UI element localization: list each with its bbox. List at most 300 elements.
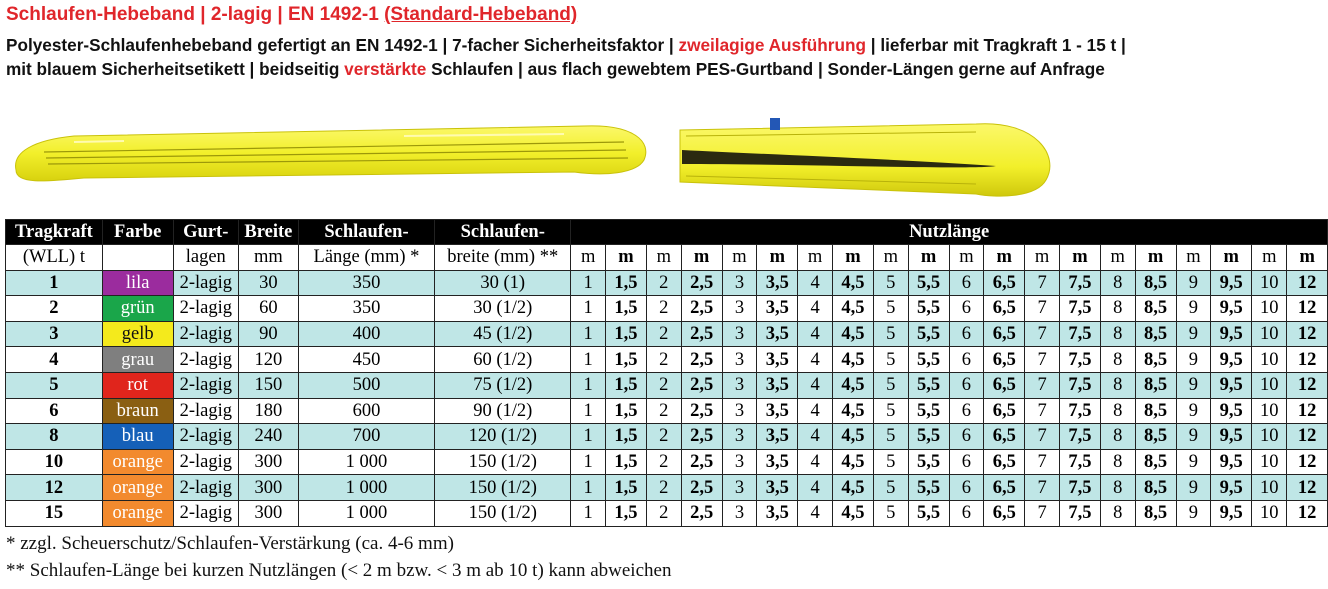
cell-farbe: grau [102,347,173,373]
cell-nutzlaenge: 10 [1252,424,1287,450]
cell-farbe: braun [102,398,173,424]
unit-m-header: m [757,245,798,271]
cell-nutzlaenge: 8 [1100,398,1135,424]
cell-nutzlaenge: 7 [1025,449,1060,475]
cell-nutzlaenge: 8 [1100,500,1135,526]
cell-nutzlaenge: 12 [1287,449,1328,475]
cell-nutzlaenge: 10 [1252,270,1287,296]
subheader-mm: mm [239,245,299,271]
cell-farbe: orange [102,475,173,501]
cell-nutzlaenge: 4 [798,296,833,322]
cell-schlaufen-breite: 30 (1/2) [435,296,571,322]
cell-schlaufen-laenge: 350 [298,270,434,296]
unit-m-header: m [1100,245,1135,271]
table-row [6,296,1328,322]
cell-nutzlaenge: 3,5 [757,347,798,373]
cell-nutzlaenge: 4,5 [832,296,873,322]
cell-nutzlaenge: 3 [722,500,757,526]
cell-nutzlaenge: 3 [722,321,757,347]
cell-nutzlaenge: 1,5 [605,270,646,296]
cell-nutzlaenge: 10 [1252,347,1287,373]
title-main: Schlaufen-Hebeband | 2-lagig | EN 1492-1 [6,4,385,25]
cell-nutzlaenge: 6,5 [984,500,1025,526]
cell-nutzlaenge: 7,5 [1059,296,1100,322]
cell-nutzlaenge: 2 [646,347,681,373]
cell-nutzlaenge: 3,5 [757,475,798,501]
col-header-schlaufen-laenge: Schlaufen- [298,220,434,245]
cell-farbe: orange [102,500,173,526]
cell-nutzlaenge: 7,5 [1059,449,1100,475]
cell-nutzlaenge: 5 [873,500,908,526]
cell-gurtlagen: 2-lagig [173,321,239,347]
cell-tragkraft: 1 [6,270,103,296]
col-header-tragkraft: Tragkraft [6,220,103,245]
cell-nutzlaenge: 5 [873,475,908,501]
subheader-laenge-mm: Länge (mm) * [298,245,434,271]
cell-nutzlaenge: 8,5 [1135,372,1176,398]
cell-schlaufen-breite: 75 (1/2) [435,372,571,398]
yellow-sling-loop-photo [676,106,1058,201]
cell-nutzlaenge: 3,5 [757,372,798,398]
cell-breite: 180 [239,398,299,424]
spec-table [5,219,1328,527]
subheader-lagen: lagen [173,245,239,271]
cell-nutzlaenge: 7 [1025,347,1060,373]
cell-farbe: gelb [102,321,173,347]
cell-breite: 150 [239,372,299,398]
cell-tragkraft: 10 [6,449,103,475]
cell-gurtlagen: 2-lagig [173,449,239,475]
cell-nutzlaenge: 5,5 [908,372,949,398]
cell-nutzlaenge: 7,5 [1059,398,1100,424]
cell-schlaufen-laenge: 600 [298,398,434,424]
cell-nutzlaenge: 8 [1100,296,1135,322]
cell-nutzlaenge: 6,5 [984,449,1025,475]
cell-nutzlaenge: 5 [873,424,908,450]
cell-tragkraft: 6 [6,398,103,424]
cell-nutzlaenge: 9,5 [1211,500,1252,526]
cell-nutzlaenge: 5 [873,347,908,373]
unit-m-header: m [1176,245,1211,271]
cell-tragkraft: 2 [6,296,103,322]
cell-nutzlaenge: 5 [873,449,908,475]
table-row [6,449,1328,475]
cell-nutzlaenge: 12 [1287,347,1328,373]
cell-nutzlaenge: 1,5 [605,424,646,450]
cell-nutzlaenge: 4 [798,500,833,526]
cell-schlaufen-breite: 90 (1/2) [435,398,571,424]
cell-nutzlaenge: 6,5 [984,398,1025,424]
cell-nutzlaenge: 1 [571,475,606,501]
cell-nutzlaenge: 3 [722,475,757,501]
col-header-breite: Breite [239,220,299,245]
cell-schlaufen-breite: 120 (1/2) [435,424,571,450]
cell-breite: 120 [239,347,299,373]
cell-nutzlaenge: 3,5 [757,321,798,347]
cell-tragkraft: 12 [6,475,103,501]
cell-nutzlaenge: 3 [722,270,757,296]
cell-nutzlaenge: 2 [646,424,681,450]
cell-nutzlaenge: 12 [1287,398,1328,424]
cell-gurtlagen: 2-lagig [173,372,239,398]
cell-schlaufen-laenge: 700 [298,424,434,450]
cell-nutzlaenge: 5 [873,372,908,398]
cell-nutzlaenge: 1 [571,500,606,526]
desc-text: | lieferbar mit Tragkraft 1 - 15 t | [865,35,1126,55]
cell-nutzlaenge: 8,5 [1135,398,1176,424]
cell-nutzlaenge: 1 [571,321,606,347]
cell-nutzlaenge: 9,5 [1211,398,1252,424]
desc-text: Schlaufen | aus flach gewebtem PES-Gurtband | Sonder-Längen gerne auf Anfrage [426,59,1105,79]
cell-nutzlaenge: 7,5 [1059,500,1100,526]
cell-nutzlaenge: 2 [646,449,681,475]
unit-m-header: m [1211,245,1252,271]
cell-nutzlaenge: 8 [1100,270,1135,296]
desc-text: Polyester-Schlaufenhebeband gefertigt an EN 1492-1 | 7-facher Sicherheitsfaktor | [6,35,679,55]
cell-nutzlaenge: 7 [1025,424,1060,450]
cell-nutzlaenge: 1,5 [605,398,646,424]
subheader-wll: (WLL) t [6,245,103,271]
cell-nutzlaenge: 10 [1252,475,1287,501]
cell-nutzlaenge: 12 [1287,424,1328,450]
cell-nutzlaenge: 12 [1287,500,1328,526]
cell-nutzlaenge: 4 [798,475,833,501]
cell-tragkraft: 15 [6,500,103,526]
cell-schlaufen-breite: 45 (1/2) [435,321,571,347]
cell-nutzlaenge: 3 [722,449,757,475]
desc-text: mit blauem Sicherheitsetikett | beidseitig [6,59,345,79]
table-header-row-1 [6,220,1328,245]
cell-nutzlaenge: 6 [949,372,984,398]
cell-schlaufen-breite: 150 (1/2) [435,475,571,501]
cell-breite: 30 [239,270,299,296]
cell-tragkraft: 4 [6,347,103,373]
table-row [6,372,1328,398]
cell-nutzlaenge: 2,5 [681,270,722,296]
desc-highlight: verstärkte [344,59,427,79]
cell-nutzlaenge: 4,5 [832,449,873,475]
cell-nutzlaenge: 6,5 [984,296,1025,322]
cell-nutzlaenge: 10 [1252,296,1287,322]
cell-nutzlaenge: 4,5 [832,424,873,450]
unit-m-header: m [798,245,833,271]
cell-nutzlaenge: 7,5 [1059,270,1100,296]
table-row [6,398,1328,424]
cell-nutzlaenge: 3,5 [757,449,798,475]
cell-nutzlaenge: 4,5 [832,398,873,424]
cell-nutzlaenge: 2 [646,372,681,398]
cell-nutzlaenge: 9 [1176,424,1211,450]
cell-nutzlaenge: 8,5 [1135,500,1176,526]
cell-nutzlaenge: 4 [798,449,833,475]
cell-nutzlaenge: 12 [1287,475,1328,501]
cell-gurtlagen: 2-lagig [173,270,239,296]
cell-nutzlaenge: 5,5 [908,449,949,475]
cell-nutzlaenge: 5 [873,270,908,296]
cell-nutzlaenge: 9,5 [1211,475,1252,501]
unit-m-header: m [646,245,681,271]
cell-nutzlaenge: 9,5 [1211,449,1252,475]
cell-gurtlagen: 2-lagig [173,475,239,501]
cell-nutzlaenge: 5,5 [908,347,949,373]
cell-nutzlaenge: 2,5 [681,372,722,398]
cell-nutzlaenge: 6 [949,296,984,322]
cell-schlaufen-laenge: 450 [298,347,434,373]
cell-nutzlaenge: 8 [1100,321,1135,347]
cell-nutzlaenge: 5,5 [908,321,949,347]
cell-nutzlaenge: 6,5 [984,372,1025,398]
cell-nutzlaenge: 9,5 [1211,321,1252,347]
cell-nutzlaenge: 8,5 [1135,449,1176,475]
cell-nutzlaenge: 4,5 [832,270,873,296]
cell-nutzlaenge: 5 [873,398,908,424]
cell-nutzlaenge: 10 [1252,500,1287,526]
cell-nutzlaenge: 9,5 [1211,270,1252,296]
cell-nutzlaenge: 7,5 [1059,372,1100,398]
cell-nutzlaenge: 1 [571,347,606,373]
table-row [6,475,1328,501]
cell-gurtlagen: 2-lagig [173,398,239,424]
cell-nutzlaenge: 2 [646,270,681,296]
cell-nutzlaenge: 6 [949,424,984,450]
cell-nutzlaenge: 4 [798,270,833,296]
cell-nutzlaenge: 9 [1176,270,1211,296]
cell-farbe: orange [102,449,173,475]
unit-m-header: m [1252,245,1287,271]
cell-nutzlaenge: 7 [1025,321,1060,347]
cell-nutzlaenge: 10 [1252,398,1287,424]
cell-nutzlaenge: 8,5 [1135,424,1176,450]
cell-tragkraft: 3 [6,321,103,347]
cell-nutzlaenge: 6,5 [984,347,1025,373]
cell-nutzlaenge: 3 [722,296,757,322]
cell-nutzlaenge: 3,5 [757,398,798,424]
cell-nutzlaenge: 7 [1025,270,1060,296]
cell-nutzlaenge: 2,5 [681,500,722,526]
cell-nutzlaenge: 6 [949,449,984,475]
cell-tragkraft: 5 [6,372,103,398]
cell-nutzlaenge: 1 [571,449,606,475]
page-title [6,4,577,26]
cell-schlaufen-breite: 30 (1) [435,270,571,296]
footnote-2: ** Schlaufen-Länge bei kurzen Nutzlängen (< 2 m bzw. < 3 m ab 10 t) kann abweichen [6,560,672,581]
cell-nutzlaenge: 1,5 [605,321,646,347]
cell-nutzlaenge: 2,5 [681,475,722,501]
col-header-nutzlaenge: Nutzlänge [571,220,1328,245]
table-row [6,270,1328,296]
cell-nutzlaenge: 4 [798,321,833,347]
cell-nutzlaenge: 9,5 [1211,372,1252,398]
cell-breite: 300 [239,449,299,475]
cell-gurtlagen: 2-lagig [173,347,239,373]
cell-nutzlaenge: 4,5 [832,321,873,347]
cell-nutzlaenge: 9 [1176,500,1211,526]
cell-farbe: blau [102,424,173,450]
cell-nutzlaenge: 5,5 [908,475,949,501]
cell-nutzlaenge: 5 [873,296,908,322]
cell-nutzlaenge: 1,5 [605,449,646,475]
unit-m-header: m [1025,245,1060,271]
cell-nutzlaenge: 12 [1287,270,1328,296]
description-line-2 [6,59,1105,80]
table-row [6,500,1328,526]
cell-nutzlaenge: 1 [571,398,606,424]
unit-m-header: m [681,245,722,271]
cell-nutzlaenge: 6 [949,398,984,424]
cell-nutzlaenge: 4 [798,424,833,450]
cell-gurtlagen: 2-lagig [173,296,239,322]
cell-nutzlaenge: 5,5 [908,500,949,526]
cell-nutzlaenge: 2,5 [681,424,722,450]
cell-nutzlaenge: 1,5 [605,296,646,322]
cell-breite: 300 [239,475,299,501]
cell-nutzlaenge: 2 [646,475,681,501]
cell-nutzlaenge: 8,5 [1135,321,1176,347]
footnote-1: * zzgl. Scheuerschutz/Schlaufen-Verstärkung (ca. 4-6 mm) [6,533,454,554]
cell-nutzlaenge: 7,5 [1059,475,1100,501]
cell-nutzlaenge: 3,5 [757,500,798,526]
cell-nutzlaenge: 5 [873,321,908,347]
cell-breite: 240 [239,424,299,450]
cell-schlaufen-laenge: 350 [298,296,434,322]
cell-nutzlaenge: 8 [1100,347,1135,373]
cell-nutzlaenge: 4,5 [832,500,873,526]
cell-nutzlaenge: 6,5 [984,475,1025,501]
cell-nutzlaenge: 7 [1025,398,1060,424]
yellow-flat-sling-photo [4,112,654,192]
table-row [6,424,1328,450]
cell-breite: 90 [239,321,299,347]
cell-schlaufen-breite: 150 (1/2) [435,449,571,475]
unit-m-header: m [984,245,1025,271]
cell-nutzlaenge: 3 [722,372,757,398]
description-line-1 [6,35,1126,56]
cell-nutzlaenge: 3 [722,398,757,424]
cell-schlaufen-laenge: 1 000 [298,475,434,501]
subheader-empty [102,245,173,271]
cell-nutzlaenge: 7,5 [1059,347,1100,373]
cell-nutzlaenge: 2 [646,398,681,424]
cell-nutzlaenge: 1,5 [605,475,646,501]
col-header-farbe: Farbe [102,220,173,245]
cell-nutzlaenge: 1 [571,270,606,296]
cell-nutzlaenge: 9 [1176,321,1211,347]
cell-nutzlaenge: 8,5 [1135,296,1176,322]
unit-m-header: m [1135,245,1176,271]
cell-nutzlaenge: 9 [1176,296,1211,322]
cell-nutzlaenge: 5,5 [908,424,949,450]
cell-nutzlaenge: 7,5 [1059,321,1100,347]
cell-nutzlaenge: 9,5 [1211,296,1252,322]
cell-nutzlaenge: 2,5 [681,398,722,424]
cell-schlaufen-laenge: 1 000 [298,449,434,475]
cell-nutzlaenge: 1,5 [605,347,646,373]
cell-nutzlaenge: 5,5 [908,398,949,424]
cell-nutzlaenge: 9,5 [1211,347,1252,373]
cell-nutzlaenge: 1,5 [605,500,646,526]
cell-nutzlaenge: 4,5 [832,372,873,398]
cell-farbe: lila [102,270,173,296]
unit-m-header: m [908,245,949,271]
cell-nutzlaenge: 4 [798,347,833,373]
cell-schlaufen-laenge: 400 [298,321,434,347]
cell-nutzlaenge: 4 [798,372,833,398]
cell-nutzlaenge: 6,5 [984,270,1025,296]
table-row [6,347,1328,373]
cell-nutzlaenge: 2 [646,296,681,322]
cell-nutzlaenge: 9 [1176,347,1211,373]
cell-nutzlaenge: 12 [1287,372,1328,398]
cell-schlaufen-laenge: 1 000 [298,500,434,526]
cell-nutzlaenge: 12 [1287,321,1328,347]
cell-nutzlaenge: 5,5 [908,296,949,322]
cell-nutzlaenge: 9 [1176,449,1211,475]
cell-farbe: grün [102,296,173,322]
cell-gurtlagen: 2-lagig [173,500,239,526]
cell-nutzlaenge: 9,5 [1211,424,1252,450]
cell-nutzlaenge: 7 [1025,296,1060,322]
cell-nutzlaenge: 4,5 [832,347,873,373]
cell-nutzlaenge: 7 [1025,500,1060,526]
cell-nutzlaenge: 3,5 [757,424,798,450]
desc-highlight: zweilagige Ausführung [678,35,866,55]
cell-tragkraft: 8 [6,424,103,450]
cell-nutzlaenge: 6 [949,347,984,373]
cell-nutzlaenge: 3 [722,424,757,450]
cell-nutzlaenge: 4 [798,398,833,424]
unit-m-header: m [1287,245,1328,271]
cell-nutzlaenge: 2,5 [681,321,722,347]
cell-nutzlaenge: 12 [1287,296,1328,322]
cell-schlaufen-breite: 60 (1/2) [435,347,571,373]
cell-nutzlaenge: 6,5 [984,424,1025,450]
cell-nutzlaenge: 2,5 [681,296,722,322]
cell-nutzlaenge: 10 [1252,321,1287,347]
cell-nutzlaenge: 2,5 [681,449,722,475]
cell-nutzlaenge: 1 [571,296,606,322]
cell-breite: 300 [239,500,299,526]
cell-nutzlaenge: 3,5 [757,296,798,322]
cell-nutzlaenge: 6 [949,270,984,296]
cell-nutzlaenge: 10 [1252,372,1287,398]
cell-nutzlaenge: 8 [1100,475,1135,501]
unit-m-header: m [1059,245,1100,271]
cell-nutzlaenge: 8 [1100,372,1135,398]
unit-m-header: m [571,245,606,271]
cell-nutzlaenge: 10 [1252,449,1287,475]
cell-nutzlaenge: 8,5 [1135,347,1176,373]
cell-nutzlaenge: 6 [949,500,984,526]
cell-schlaufen-breite: 150 (1/2) [435,500,571,526]
cell-gurtlagen: 2-lagig [173,424,239,450]
cell-nutzlaenge: 1 [571,372,606,398]
unit-m-header: m [949,245,984,271]
cell-nutzlaenge: 2 [646,500,681,526]
subheader-breite-mm: breite (mm) ** [435,245,571,271]
unit-m-header: m [832,245,873,271]
cell-nutzlaenge: 3 [722,347,757,373]
cell-nutzlaenge: 1 [571,424,606,450]
unit-m-header: m [873,245,908,271]
cell-breite: 60 [239,296,299,322]
cell-nutzlaenge: 9 [1176,475,1211,501]
title-link[interactable]: (Standard-Hebeband) [384,4,578,25]
cell-nutzlaenge: 8 [1100,424,1135,450]
cell-nutzlaenge: 7 [1025,372,1060,398]
cell-nutzlaenge: 6,5 [984,321,1025,347]
unit-m-header: m [722,245,757,271]
cell-nutzlaenge: 2 [646,321,681,347]
